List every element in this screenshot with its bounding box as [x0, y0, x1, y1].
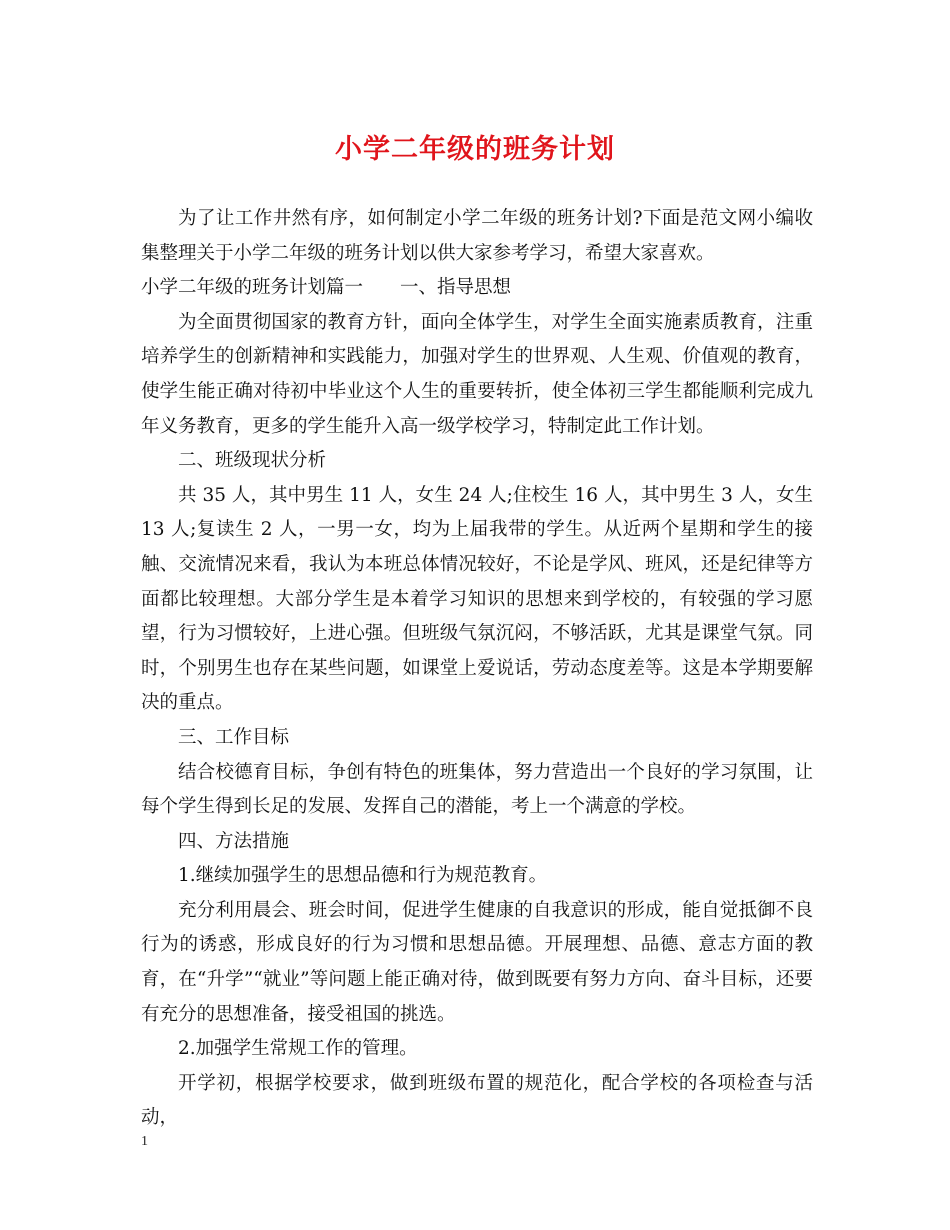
page-number: 1 [141, 1134, 148, 1149]
paragraph-item-2: 2.加强学生常规工作的管理。 [178, 1038, 418, 1060]
paragraph-heading-4: 四、方法措施 [178, 830, 290, 852]
paragraph-heading-3: 三、工作目标 [178, 726, 290, 748]
paragraph-section-heading-1: 小学二年级的班务计划篇一 一、指导思想 [141, 277, 512, 299]
paragraph-intro: 为了让工作井然有序，如何制定小学二年级的班务计划?下面是范文网小编收集整理关于小学二年级的班务计划以供大家参考学习，希望大家喜欢。 [141, 208, 813, 264]
paragraph-work-goals: 结合校德育目标，争创有特色的班集体，努力营造出一个良好的学习氛围，让每个学生得到长足的发展、发挥自己的潜能，考上一个满意的学校。 [141, 761, 813, 818]
paragraph-guiding-thought: 为全面贯彻国家的教育方针，面向全体学生，对学生全面实施素质教育，注重培养学生的创新精神和实践能力，加强对学生的世界观、人生观、价值观的教育，使学生能正确对待初中毕业这个人生的重要转折，使全体初三学生都能顺利完成九年义务教育，更多的学生能升入高一级学校学习，特制定此工作计划。 [141, 311, 813, 437]
paragraph-heading-2: 二、班级现状分析 [178, 450, 327, 472]
paragraph-item-2-body: 开学初，根据学校要求，做到班级布置的规范化，配合学校的各项检查与活动， [141, 1072, 813, 1129]
document-title: 小学二年级的班务计划 [335, 134, 615, 165]
paragraph-item-1-body: 充分利用晨会、班会时间，促进学生健康的自我意识的形成，能自觉抵御不良行为的诱惑，形成良好的行为习惯和思想品德。开展理想、品德、意志方面的教育，在“升学”“就业”等问题上能正确对待，做到既要有努力方向、奋斗目标，还要有充分的思想准备，接受祖国的挑选。 [141, 899, 813, 1025]
document-body [141, 202, 813, 1136]
paragraph-item-1: 1.继续加强学生的思想品德和行为规范教育。 [178, 865, 548, 887]
paragraph-class-analysis: 共 35 人，其中男生 11 人，女生 24 人;住校生 16 人，其中男生 3 人，女生 13 人;复读生 2 人，一男一女，均为上届我带的学生。从近两个星期和学生的接触、交流情况来看，我认为本班总体情况较好，不论是学风、班风，还是纪律等方面都比较理想。大部分学生是本着学习知识的思想来到学校的，有较强的学习愿望，行为习惯较好，上进心强。但班级气氛沉闷，不够活跃，尤其是课堂气氛。同时，个别男生也存在某些问题，如课堂上爱说话，劳动态度差等。这是本学期要解决的重点。 [141, 484, 813, 714]
